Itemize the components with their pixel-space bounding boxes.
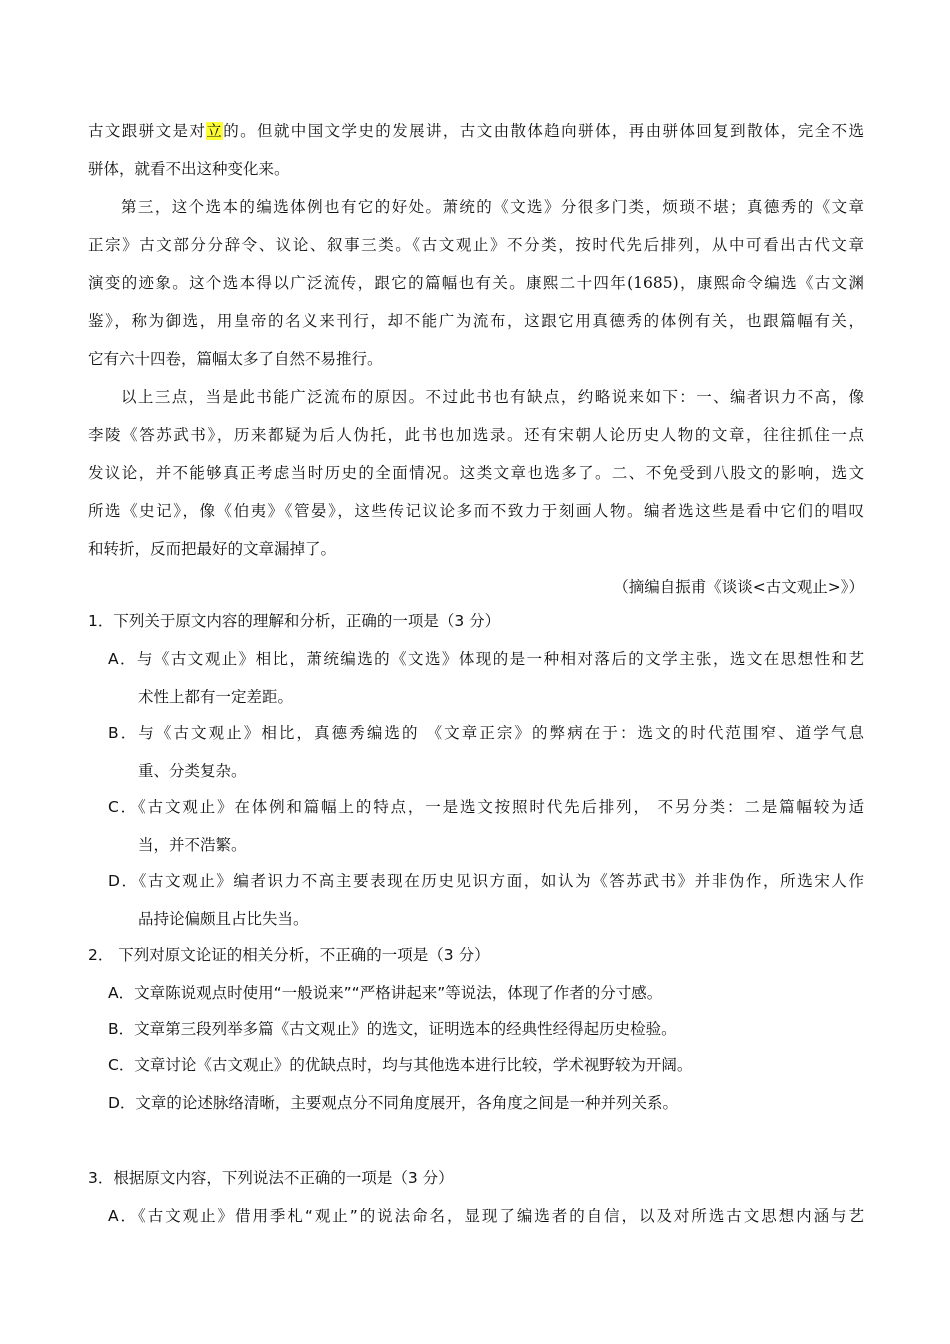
highlighted-char: 立 [206, 122, 224, 140]
passage-p3-line1: 以上三点，当是此书能广泛流布的原因。不过此书也有缺点，约略说来如下：一、编者识力不高，像 [121, 388, 864, 406]
text-span: 的。但就中国文学史的发展讲，古文由散体趋向骈体，再由骈体回复到散体，完全不选 [223, 122, 864, 140]
question-3-option-a: A．《古文观止》借用季札“观止”的说法命名，显现了编选者的自信，以及对所选古文思想内涵与艺 [108, 1207, 864, 1225]
question-1-option-a-cont: 术性上都有一定差距。 [138, 688, 294, 706]
passage-source: （摘编自振甫《谈谈<古文观止>》） [613, 578, 864, 596]
text-span: 古文跟骈文是对 [88, 122, 207, 140]
passage-p3-line3: 发议论，并不能够真正考虑当时历史的全面情况。这类文章也选多了。二、不免受到八股文的影响，选文 [88, 464, 864, 482]
question-1-option-c-cont: 当，并不浩繁。 [138, 836, 247, 854]
question-2-option-d: D．文章的论述脉络清晰，主要观点分不同角度展开，各角度之间是一种并列关系。 [108, 1094, 678, 1112]
passage-p3-line4: 所选《史记》，像《伯夷》《管晏》，这些传记议论多而不致力于刻画人物。编者选这些是看中它们的唱叹 [88, 502, 864, 520]
question-1-option-d-cont: 品持论偏颇且占比失当。 [138, 910, 309, 928]
passage-p2-line1: 第三，这个选本的编选体例也有它的好处。萧统的《文选》分很多门类，烦琐不堪；真德秀的《文章 [121, 198, 864, 216]
question-2-option-c: C．文章讨论《古文观止》的优缺点时，均与其他选本进行比较，学术视野较为开阔。 [108, 1056, 693, 1074]
question-2-stem: 2． 下列对原文论证的相关分析，不正确的一项是（3 分） [88, 946, 490, 964]
passage-p1-line2: 骈体，就看不出这种变化来。 [88, 160, 290, 178]
question-1-option-b: B．与《古文观止》相比，真德秀编选的 《文章正宗》的弊病在于：选文的时代范围窄、道学气息 [108, 724, 864, 742]
passage-p3-line5: 和转折，反而把最好的文章漏掉了。 [88, 540, 337, 558]
question-3-stem: 3．根据原文内容，下列说法不正确的一项是（3 分） [88, 1169, 454, 1187]
question-1-option-b-cont: 重、分类复杂。 [138, 762, 247, 780]
question-2-option-b: B．文章第三段列举多篇《古文观止》的选文，证明选本的经典性经得起历史检验。 [108, 1020, 677, 1038]
passage-p2-line5: 它有六十四卷，篇幅太多了自然不易推行。 [88, 350, 383, 368]
question-1-option-d: D．《古文观止》编者识力不高主要表现在历史见识方面，如认为《答苏武书》并非伪作，所选宋人作 [108, 872, 864, 890]
passage-p2-line2: 正宗》古文部分分辞令、议论、叙事三类。《古文观止》不分类，按时代先后排列，从中可看出古代文章 [88, 236, 864, 254]
passage-p1-line1 [88, 119, 864, 143]
passage-p2-line4: 鉴》，称为御选，用皇帝的名义来刊行，却不能广为流布，这跟它用真德秀的体例有关，也跟篇幅有关， [88, 312, 864, 330]
question-1-stem: 1．下列关于原文内容的理解和分析，正确的一项是（3 分） [88, 612, 501, 630]
passage-p3-line2: 李陵《答苏武书》，历来都疑为后人伪托，此书也加选录。还有宋朝人论历史人物的文章，往往抓住一点 [88, 426, 864, 444]
question-2-option-a: A．文章陈说观点时使用“一般说来”“严格讲起来”等说法，体现了作者的分寸感。 [108, 984, 663, 1002]
question-1-option-c: C．《古文观止》在体例和篇幅上的特点，一是选文按照时代先后排列， 不另分类：二是篇幅较为适 [108, 798, 864, 816]
passage-p2-line3: 演变的迹象。这个选本得以广泛流传，跟它的篇幅也有关。康熙二十四年(1685)，康熙命令编选《古文渊 [88, 274, 864, 292]
question-1-option-a: A．与《古文观止》相比，萧统编选的《文选》体现的是一种相对落后的文学主张，选文在思想性和艺 [108, 650, 864, 668]
